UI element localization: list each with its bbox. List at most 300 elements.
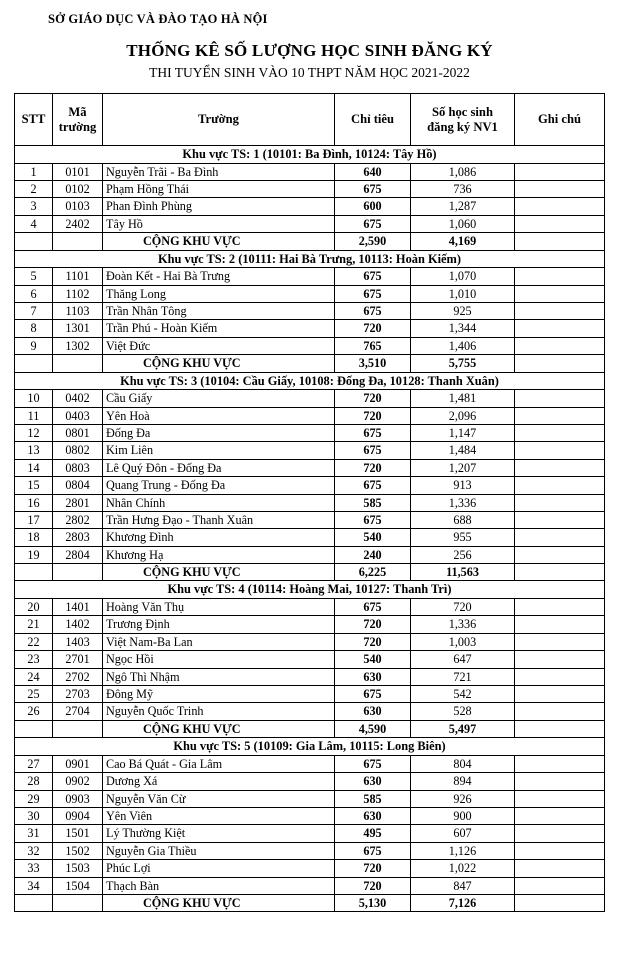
cell-school-name: Hoàng Văn Thụ — [103, 599, 335, 616]
cell-school-name: Ngọc Hồi — [103, 651, 335, 668]
cell-quota: 540 — [335, 529, 411, 546]
column-header-school-code-line1: Mã — [68, 104, 87, 119]
cell-school-code: 0101 — [53, 163, 103, 180]
cell-registered: 925 — [411, 302, 515, 319]
column-header-registered-line1: Số học sinh — [432, 104, 493, 119]
cell-school-code: 2803 — [53, 529, 103, 546]
cell-stt: 17 — [15, 511, 53, 528]
department-heading: SỞ GIÁO DỤC VÀ ĐÀO TẠO HÀ NỘI — [48, 12, 268, 26]
table-row — [15, 546, 605, 563]
region-label: Khu vực TS: 4 (10114: Hoàng Mai, 10127: Thanh Trì) — [15, 581, 605, 599]
cell-school-code: 2802 — [53, 511, 103, 528]
region-label: Khu vực TS: 2 (10111: Hai Bà Trưng, 10113: Hoàn Kiếm) — [15, 250, 605, 268]
cell-school-code: 1402 — [53, 616, 103, 633]
cell-school-name: Nguyễn Gia Thiều — [103, 842, 335, 859]
cell-note — [515, 842, 605, 859]
cell-quota: 675 — [335, 842, 411, 859]
cell-stt — [15, 894, 53, 911]
cell-registered: 607 — [411, 825, 515, 842]
cell-total-label: CỘNG KHU VỰC — [103, 355, 335, 372]
cell-quota: 630 — [335, 668, 411, 685]
cell-school-name: Đống Đa — [103, 424, 335, 441]
cell-registered: 4,169 — [411, 233, 515, 250]
cell-school-code — [53, 233, 103, 250]
cell-note — [515, 546, 605, 563]
region-header-row — [15, 146, 605, 164]
cell-quota: 675 — [335, 181, 411, 198]
cell-quota: 720 — [335, 633, 411, 650]
cell-note — [515, 337, 605, 354]
cell-note — [515, 686, 605, 703]
cell-school-name: Lê Quý Đôn - Đống Đa — [103, 459, 335, 476]
cell-quota: 675 — [335, 442, 411, 459]
cell-registered: 542 — [411, 686, 515, 703]
cell-registered: 1,022 — [411, 860, 515, 877]
cell-school-name: Thăng Long — [103, 285, 335, 302]
cell-school-code: 1403 — [53, 633, 103, 650]
cell-registered: 1,336 — [411, 494, 515, 511]
cell-note — [515, 616, 605, 633]
table-row — [15, 215, 605, 232]
cell-school-code: 2804 — [53, 546, 103, 563]
page-title: THỐNG KÊ SỐ LƯỢNG HỌC SINH ĐĂNG KÝ — [126, 41, 493, 60]
cell-school-code: 2702 — [53, 668, 103, 685]
region-header-row — [15, 581, 605, 599]
cell-registered: 1,406 — [411, 337, 515, 354]
cell-school-name: Thạch Bàn — [103, 877, 335, 894]
cell-school-code: 0802 — [53, 442, 103, 459]
cell-note — [515, 564, 605, 581]
cell-school-code: 2704 — [53, 703, 103, 720]
cell-school-name: Trần Hưng Đạo - Thanh Xuân — [103, 511, 335, 528]
cell-school-code: 1103 — [53, 302, 103, 319]
cell-registered: 1,147 — [411, 424, 515, 441]
cell-stt: 32 — [15, 842, 53, 859]
table-body — [15, 146, 605, 912]
cell-stt: 1 — [15, 163, 53, 180]
table-row — [15, 181, 605, 198]
cell-school-code: 0403 — [53, 407, 103, 424]
cell-quota: 630 — [335, 808, 411, 825]
column-header-stt: STT — [15, 94, 53, 146]
cell-stt: 27 — [15, 755, 53, 772]
cell-quota: 675 — [335, 686, 411, 703]
cell-school-name: Khương Đình — [103, 529, 335, 546]
cell-stt: 3 — [15, 198, 53, 215]
table-row — [15, 477, 605, 494]
cell-school-name: Trần Nhân Tông — [103, 302, 335, 319]
table-row — [15, 860, 605, 877]
cell-school-code: 1502 — [53, 842, 103, 859]
cell-stt: 25 — [15, 686, 53, 703]
cell-note — [515, 755, 605, 772]
cell-quota: 495 — [335, 825, 411, 842]
cell-note — [515, 407, 605, 424]
cell-stt — [15, 233, 53, 250]
cell-stt: 7 — [15, 302, 53, 319]
cell-note — [515, 268, 605, 285]
cell-school-code: 1501 — [53, 825, 103, 842]
cell-registered: 1,070 — [411, 268, 515, 285]
cell-note — [515, 181, 605, 198]
cell-stt: 31 — [15, 825, 53, 842]
table-row — [15, 407, 605, 424]
cell-school-name: Đoàn Kết - Hai Bà Trưng — [103, 268, 335, 285]
cell-note — [515, 720, 605, 737]
cell-school-code: 0904 — [53, 808, 103, 825]
cell-note — [515, 233, 605, 250]
cell-quota: 630 — [335, 773, 411, 790]
table-header-row — [15, 94, 605, 146]
cell-stt: 20 — [15, 599, 53, 616]
cell-stt: 15 — [15, 477, 53, 494]
region-total-row — [15, 355, 605, 372]
cell-school-code: 2402 — [53, 215, 103, 232]
cell-note — [515, 529, 605, 546]
cell-registered: 688 — [411, 511, 515, 528]
cell-stt: 5 — [15, 268, 53, 285]
cell-registered: 913 — [411, 477, 515, 494]
region-header-row — [15, 372, 605, 390]
cell-quota: 585 — [335, 494, 411, 511]
region-label: Khu vực TS: 5 (10109: Gia Lâm, 10115: Long Biên) — [15, 738, 605, 756]
cell-registered: 1,207 — [411, 459, 515, 476]
cell-school-code: 0903 — [53, 790, 103, 807]
table-row — [15, 877, 605, 894]
cell-school-name: Phan Đình Phùng — [103, 198, 335, 215]
cell-school-name: Việt Đức — [103, 337, 335, 354]
cell-note — [515, 424, 605, 441]
cell-school-name: Khương Hạ — [103, 546, 335, 563]
cell-school-code: 1301 — [53, 320, 103, 337]
cell-quota: 240 — [335, 546, 411, 563]
cell-school-name: Lý Thường Kiệt — [103, 825, 335, 842]
column-header-school-code — [53, 94, 103, 146]
cell-note — [515, 668, 605, 685]
cell-stt: 33 — [15, 860, 53, 877]
table-row — [15, 494, 605, 511]
table-row — [15, 320, 605, 337]
cell-stt: 24 — [15, 668, 53, 685]
cell-school-name: Cầu Giấy — [103, 390, 335, 407]
cell-stt: 16 — [15, 494, 53, 511]
cell-registered: 721 — [411, 668, 515, 685]
cell-quota: 675 — [335, 302, 411, 319]
cell-registered: 847 — [411, 877, 515, 894]
cell-note — [515, 390, 605, 407]
cell-registered: 900 — [411, 808, 515, 825]
region-header-row — [15, 738, 605, 756]
cell-school-code: 2701 — [53, 651, 103, 668]
table-row — [15, 703, 605, 720]
cell-school-code: 0103 — [53, 198, 103, 215]
cell-school-code: 0102 — [53, 181, 103, 198]
cell-note — [515, 198, 605, 215]
table-row — [15, 755, 605, 772]
cell-quota: 6,225 — [335, 564, 411, 581]
cell-school-code: 1102 — [53, 285, 103, 302]
cell-total-label: CỘNG KHU VỰC — [103, 233, 335, 250]
cell-school-code: 1302 — [53, 337, 103, 354]
cell-school-name: Ngô Thì Nhậm — [103, 668, 335, 685]
cell-note — [515, 215, 605, 232]
cell-school-name: Dương Xá — [103, 773, 335, 790]
column-header-registered-line2: đăng ký NV1 — [427, 119, 498, 134]
region-label: Khu vực TS: 3 (10104: Cầu Giấy, 10108: Đống Đa, 10128: Thanh Xuân) — [15, 372, 605, 390]
cell-quota: 675 — [335, 285, 411, 302]
cell-stt: 26 — [15, 703, 53, 720]
cell-school-code — [53, 355, 103, 372]
cell-stt: 10 — [15, 390, 53, 407]
cell-registered: 1,336 — [411, 616, 515, 633]
cell-registered: 926 — [411, 790, 515, 807]
cell-quota: 3,510 — [335, 355, 411, 372]
cell-stt: 6 — [15, 285, 53, 302]
table-header — [15, 94, 605, 146]
cell-school-name: Yên Viên — [103, 808, 335, 825]
cell-registered: 1,344 — [411, 320, 515, 337]
table-row — [15, 163, 605, 180]
column-header-registered — [411, 94, 515, 146]
column-header-school-code-line2: trường — [58, 119, 97, 134]
cell-registered: 1,287 — [411, 198, 515, 215]
column-header-quota: Chỉ tiêu — [335, 94, 411, 146]
cell-school-code: 2703 — [53, 686, 103, 703]
cell-registered: 1,060 — [411, 215, 515, 232]
cell-school-code: 2801 — [53, 494, 103, 511]
cell-school-name: Quang Trung - Đống Đa — [103, 477, 335, 494]
cell-school-name: Việt Nam-Ba Lan — [103, 633, 335, 650]
statistics-table — [14, 93, 605, 912]
cell-registered: 5,755 — [411, 355, 515, 372]
cell-school-code: 1503 — [53, 860, 103, 877]
cell-school-code: 1504 — [53, 877, 103, 894]
cell-quota: 2,590 — [335, 233, 411, 250]
cell-note — [515, 860, 605, 877]
table-row — [15, 390, 605, 407]
cell-school-name: Trần Phú - Hoàn Kiếm — [103, 320, 335, 337]
cell-school-name: Đông Mỹ — [103, 686, 335, 703]
cell-quota: 720 — [335, 320, 411, 337]
cell-note — [515, 894, 605, 911]
cell-school-name: Phúc Lợi — [103, 860, 335, 877]
table-row — [15, 459, 605, 476]
cell-stt: 4 — [15, 215, 53, 232]
cell-quota: 765 — [335, 337, 411, 354]
cell-school-name: Cao Bá Quát - Gia Lâm — [103, 755, 335, 772]
cell-note — [515, 773, 605, 790]
cell-note — [515, 808, 605, 825]
cell-quota: 675 — [335, 268, 411, 285]
cell-registered: 894 — [411, 773, 515, 790]
cell-quota: 720 — [335, 407, 411, 424]
cell-quota: 720 — [335, 877, 411, 894]
cell-note — [515, 285, 605, 302]
cell-school-name: Yên Hoà — [103, 407, 335, 424]
cell-school-name: Trương Định — [103, 616, 335, 633]
cell-school-name: Phạm Hồng Thái — [103, 181, 335, 198]
cell-school-code: 1401 — [53, 599, 103, 616]
cell-registered: 647 — [411, 651, 515, 668]
cell-quota: 720 — [335, 616, 411, 633]
cell-stt: 11 — [15, 407, 53, 424]
cell-quota: 720 — [335, 459, 411, 476]
cell-quota: 720 — [335, 390, 411, 407]
cell-registered: 1,484 — [411, 442, 515, 459]
cell-note — [515, 459, 605, 476]
cell-registered: 720 — [411, 599, 515, 616]
cell-registered: 955 — [411, 529, 515, 546]
cell-stt: 12 — [15, 424, 53, 441]
cell-registered: 736 — [411, 181, 515, 198]
region-header-row — [15, 250, 605, 268]
table-row — [15, 337, 605, 354]
cell-stt: 19 — [15, 546, 53, 563]
table-row — [15, 651, 605, 668]
cell-quota: 675 — [335, 599, 411, 616]
table-row — [15, 633, 605, 650]
cell-note — [515, 442, 605, 459]
cell-note — [515, 477, 605, 494]
cell-stt: 34 — [15, 877, 53, 894]
region-label: Khu vực TS: 1 (10101: Ba Đình, 10124: Tây Hồ) — [15, 146, 605, 164]
cell-quota: 540 — [335, 651, 411, 668]
cell-school-code — [53, 894, 103, 911]
cell-stt: 9 — [15, 337, 53, 354]
cell-total-label: CỘNG KHU VỰC — [103, 894, 335, 911]
cell-registered: 1,126 — [411, 842, 515, 859]
cell-registered: 1,481 — [411, 390, 515, 407]
cell-quota: 720 — [335, 860, 411, 877]
cell-school-code: 0803 — [53, 459, 103, 476]
cell-stt: 30 — [15, 808, 53, 825]
cell-stt — [15, 720, 53, 737]
cell-quota: 675 — [335, 215, 411, 232]
table-row — [15, 668, 605, 685]
table-row — [15, 825, 605, 842]
cell-registered: 2,096 — [411, 407, 515, 424]
cell-registered: 7,126 — [411, 894, 515, 911]
cell-registered: 256 — [411, 546, 515, 563]
cell-school-code: 0804 — [53, 477, 103, 494]
page-subtitle: THI TUYỂN SINH VÀO 10 THPT NĂM HỌC 2021-2022 — [149, 65, 470, 80]
cell-quota: 5,130 — [335, 894, 411, 911]
table-row — [15, 773, 605, 790]
cell-note — [515, 599, 605, 616]
cell-note — [515, 511, 605, 528]
table-row — [15, 442, 605, 459]
region-total-row — [15, 564, 605, 581]
cell-note — [515, 302, 605, 319]
cell-school-name: Nguyễn Quốc Trinh — [103, 703, 335, 720]
cell-quota: 640 — [335, 163, 411, 180]
cell-quota: 4,590 — [335, 720, 411, 737]
cell-total-label: CỘNG KHU VỰC — [103, 720, 335, 737]
cell-stt: 29 — [15, 790, 53, 807]
cell-registered: 1,086 — [411, 163, 515, 180]
cell-stt: 18 — [15, 529, 53, 546]
table-row — [15, 424, 605, 441]
cell-stt: 22 — [15, 633, 53, 650]
table-row — [15, 511, 605, 528]
cell-school-name: Kim Liên — [103, 442, 335, 459]
table-row — [15, 268, 605, 285]
cell-school-name: Nguyễn Văn Cừ — [103, 790, 335, 807]
cell-school-code: 0902 — [53, 773, 103, 790]
cell-quota: 675 — [335, 755, 411, 772]
cell-stt: 13 — [15, 442, 53, 459]
cell-note — [515, 703, 605, 720]
cell-registered: 11,563 — [411, 564, 515, 581]
cell-registered: 1,010 — [411, 285, 515, 302]
cell-note — [515, 320, 605, 337]
cell-stt: 8 — [15, 320, 53, 337]
table-row — [15, 790, 605, 807]
cell-quota: 600 — [335, 198, 411, 215]
cell-note — [515, 633, 605, 650]
cell-registered: 528 — [411, 703, 515, 720]
region-total-row — [15, 720, 605, 737]
table-row — [15, 616, 605, 633]
cell-stt: 28 — [15, 773, 53, 790]
cell-school-name: Tây Hồ — [103, 215, 335, 232]
cell-note — [515, 651, 605, 668]
cell-school-name: Nguyễn Trãi - Ba Đình — [103, 163, 335, 180]
cell-total-label: CỘNG KHU VỰC — [103, 564, 335, 581]
table-row — [15, 842, 605, 859]
cell-note — [515, 825, 605, 842]
cell-stt: 23 — [15, 651, 53, 668]
cell-note — [515, 494, 605, 511]
column-header-school: Trường — [103, 94, 335, 146]
column-header-note: Ghi chú — [515, 94, 605, 146]
cell-note — [515, 877, 605, 894]
table-row — [15, 808, 605, 825]
table-row — [15, 285, 605, 302]
cell-stt — [15, 355, 53, 372]
cell-school-code — [53, 564, 103, 581]
cell-registered: 1,003 — [411, 633, 515, 650]
cell-stt: 14 — [15, 459, 53, 476]
region-total-row — [15, 233, 605, 250]
cell-stt: 21 — [15, 616, 53, 633]
cell-registered: 804 — [411, 755, 515, 772]
cell-stt: 2 — [15, 181, 53, 198]
cell-quota: 585 — [335, 790, 411, 807]
table-row — [15, 198, 605, 215]
table-row — [15, 302, 605, 319]
cell-school-code: 0402 — [53, 390, 103, 407]
cell-quota: 675 — [335, 477, 411, 494]
cell-quota: 630 — [335, 703, 411, 720]
cell-quota: 675 — [335, 424, 411, 441]
cell-note — [515, 163, 605, 180]
cell-quota: 675 — [335, 511, 411, 528]
cell-school-name: Nhân Chính — [103, 494, 335, 511]
table-row — [15, 529, 605, 546]
cell-note — [515, 790, 605, 807]
cell-school-code: 1101 — [53, 268, 103, 285]
cell-school-code — [53, 720, 103, 737]
cell-school-code: 0801 — [53, 424, 103, 441]
cell-registered: 5,497 — [411, 720, 515, 737]
region-total-row — [15, 894, 605, 911]
cell-note — [515, 355, 605, 372]
cell-school-code: 0901 — [53, 755, 103, 772]
table-row — [15, 599, 605, 616]
cell-stt — [15, 564, 53, 581]
table-row — [15, 686, 605, 703]
